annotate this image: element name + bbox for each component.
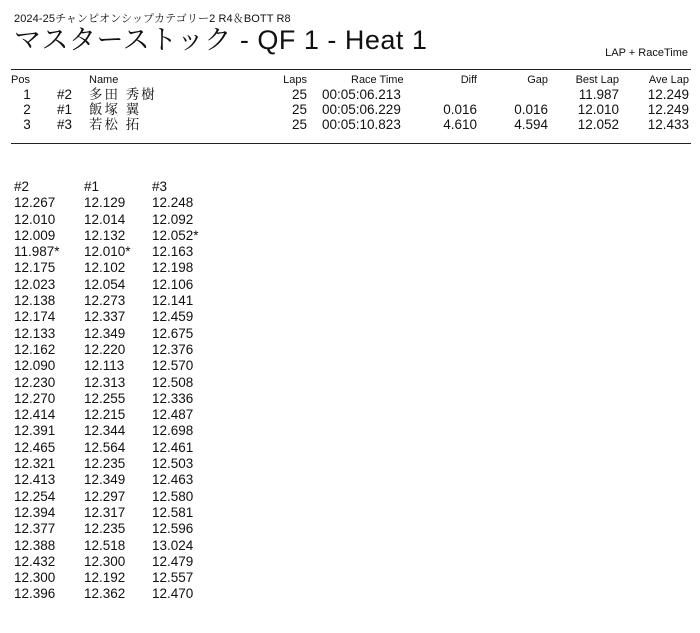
lap-time: 12.503: [152, 456, 194, 472]
lap-time: 13.024: [152, 537, 194, 553]
lap-time: 12.009: [14, 227, 56, 243]
header-laps: Laps: [283, 74, 307, 86]
lap-time: 12.230: [14, 374, 56, 390]
result-num: #2: [57, 87, 73, 102]
lap-time: 12.344: [84, 423, 126, 439]
lap-time: 12.175: [14, 260, 56, 276]
lap-time: 12.300: [84, 553, 126, 569]
header-gap: Gap: [527, 74, 548, 86]
lap-time: 12.254: [14, 488, 56, 504]
lap-time: 12.102: [84, 260, 126, 276]
lap-time: 12.479: [152, 553, 194, 569]
lap-time: 12.459: [152, 309, 194, 325]
lap-time: 12.465: [14, 439, 56, 455]
result-name: 若松 拓: [89, 117, 142, 132]
result-laps: 25: [291, 117, 307, 132]
lap-time: 12.297: [84, 488, 126, 504]
result-pos: 1: [23, 87, 31, 102]
lap-time: 12.129: [84, 195, 126, 211]
lap-time: 11.987*: [14, 244, 60, 260]
result-name: 飯塚 翼: [89, 102, 142, 117]
lap-time: 12.413: [14, 472, 56, 488]
lap-time: 12.391: [14, 423, 56, 439]
results-body: [11, 87, 691, 132]
lap-time: 12.463: [152, 472, 194, 488]
result-num: #3: [57, 117, 73, 132]
lap-time: 12.248: [152, 195, 194, 211]
result-laps: 25: [291, 102, 307, 117]
lap-time: 12.255: [84, 390, 126, 406]
lap-time: 12.235: [84, 456, 126, 472]
result-gap: 4.594: [514, 117, 548, 132]
lap-time: 12.487: [152, 407, 194, 423]
page-title: マスターストック - QF 1 - Heat 1: [14, 25, 428, 55]
lap-time: 12.138: [14, 293, 56, 309]
lap-time: 12.557: [152, 570, 194, 586]
result-ave-lap: 12.249: [647, 102, 689, 117]
lap-time: 12.270: [14, 390, 56, 406]
lap-time: 12.698: [152, 423, 194, 439]
lap-time: 12.581: [152, 504, 194, 520]
lap-time: 12.010*: [84, 244, 131, 260]
lap-time: 12.198: [152, 260, 194, 276]
lap-time: 12.396: [14, 586, 56, 602]
lap-time: 12.133: [14, 325, 56, 341]
lap-time: 12.414: [14, 407, 56, 423]
result-best-lap: 11.987: [578, 87, 619, 102]
lap-time: 12.461: [152, 439, 194, 455]
lap-time: 12.163: [152, 244, 194, 260]
lap-time: 12.054: [84, 276, 126, 292]
lap-time: 12.010: [14, 211, 56, 227]
result-laps: 25: [291, 87, 307, 102]
bottom-divider: [11, 143, 691, 144]
lap-time: 12.192: [84, 570, 126, 586]
lap-time: 12.300: [14, 570, 56, 586]
result-row: [11, 102, 691, 117]
result-race-time: 00:05:06.229: [322, 102, 401, 117]
lap-time: 12.321: [14, 456, 56, 472]
result-pos: 2: [23, 102, 31, 117]
lap-time: 12.313: [84, 374, 126, 390]
result-best-lap: 12.052: [577, 117, 619, 132]
results-header-row: [11, 74, 691, 87]
lap-time: 12.376: [152, 341, 194, 357]
header-ave-lap: Ave Lap: [648, 74, 689, 86]
lap-time: 12.518: [84, 537, 126, 553]
lap-time: 12.564: [84, 439, 126, 455]
header-diff: Diff: [460, 74, 477, 86]
result-diff: 0.016: [443, 102, 477, 117]
lap-time: 12.273: [84, 293, 126, 309]
lap-time: 12.388: [14, 537, 56, 553]
header-name: Name: [89, 74, 119, 86]
lap-header-car: #1: [84, 179, 100, 194]
lap-time: 12.092: [152, 211, 194, 227]
lap-time: 12.508: [152, 374, 194, 390]
lap-time: 12.362: [84, 586, 126, 602]
lap-time: 12.675: [152, 325, 194, 341]
lap-time: 12.132: [84, 227, 126, 243]
lap-time: 12.141: [152, 293, 194, 309]
result-ave-lap: 12.433: [647, 117, 689, 132]
header-best-lap: Best Lap: [575, 74, 619, 86]
lap-time: 12.113: [84, 358, 125, 374]
result-gap: 0.016: [514, 102, 548, 117]
lap-time: 12.349: [84, 472, 126, 488]
lap-time: 12.377: [14, 521, 56, 537]
lap-time: 12.432: [14, 553, 56, 569]
lap-time: 12.106: [152, 276, 194, 292]
result-name: 多田 秀樹: [89, 87, 157, 102]
lap-time: 12.090: [14, 358, 56, 374]
header-race-time: Race Time: [351, 74, 404, 86]
lap-time: 12.014: [84, 211, 126, 227]
lap-time: 12.596: [152, 521, 194, 537]
lap-header-car: #2: [14, 179, 30, 194]
results-table: [11, 74, 691, 132]
lap-time: 12.235: [84, 521, 126, 537]
lap-time: 12.162: [14, 341, 56, 357]
lap-time: 12.215: [84, 407, 126, 423]
result-diff: 4.610: [443, 117, 477, 132]
lap-header-car: #3: [152, 179, 168, 194]
result-row: [11, 87, 691, 102]
lap-time: 12.317: [84, 504, 126, 520]
result-ave-lap: 12.249: [647, 87, 689, 102]
lap-time: 12.394: [14, 504, 56, 520]
result-num: #1: [57, 102, 73, 117]
result-best-lap: 12.010: [577, 102, 619, 117]
event-subtitle: 2024-25チャンピオンシップカテゴリー2 R4＆BOTT R8: [14, 13, 291, 25]
lap-time: 12.570: [152, 358, 194, 374]
lap-time: 12.052*: [152, 227, 199, 243]
lap-time: 12.023: [14, 276, 56, 292]
result-race-time: 00:05:10.823: [322, 117, 401, 132]
lap-time: 12.267: [14, 195, 56, 211]
header-pos: Pos: [11, 74, 30, 86]
report-type-label: LAP + RaceTime: [605, 47, 688, 59]
lap-time: 12.220: [84, 341, 126, 357]
result-pos: 3: [23, 117, 31, 132]
result-row: [11, 117, 691, 132]
lap-time: 12.580: [152, 488, 194, 504]
result-race-time: 00:05:06.213: [322, 87, 401, 102]
lap-time: 12.337: [84, 309, 126, 325]
lap-time: 12.349: [84, 325, 126, 341]
lap-time: 12.470: [152, 586, 194, 602]
lap-time: 12.336: [152, 390, 194, 406]
lap-time: 12.174: [14, 309, 56, 325]
top-divider: [11, 69, 691, 70]
